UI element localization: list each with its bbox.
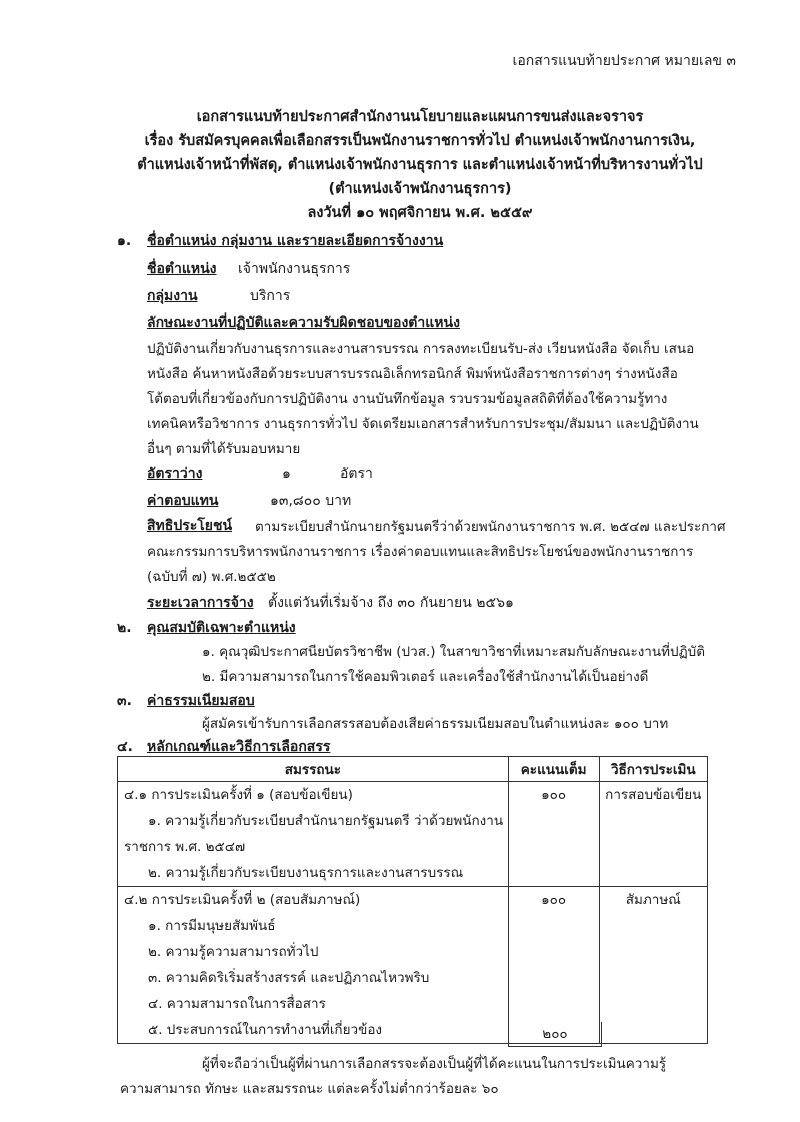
group-2-score: ๑๐๐	[541, 892, 567, 908]
group-1-score: ๑๐๐	[541, 787, 567, 803]
section-2-heading: คุณสมบัติเฉพาะตำแหน่ง	[147, 620, 296, 636]
section-3-number: ๓.	[117, 693, 132, 709]
group-1-score-cell	[508, 782, 599, 887]
group-2-method-cell	[599, 887, 707, 1044]
section-4-heading: หลักเกณฑ์และวิธีการเลือกสรร	[147, 739, 331, 755]
section-1-number: ๑.	[117, 233, 132, 249]
group-2-item: ๑. การมีมนุษยสัมพันธ์	[148, 918, 276, 934]
duties-line: เทคนิคหรือวิชาการ งานธุรการทั่วไป จัดเตรียมเอกสารสำหรับการประชุม/สัมมนา และปฏิบัติงาน	[147, 416, 699, 432]
duties-line: หนังสือ ค้นหาหนังสือด้วยระบบสารบรรณอิเล็กทรอนิกส์ พิมพ์หนังสือราชการต่างๆ ร่างหนังสือ	[147, 366, 678, 382]
table-row	[118, 782, 708, 887]
title-line-3: ตำแหน่งเจ้าหน้าที่พัสดุ, ตำแหน่งเจ้าพนักงานธุรการ และตำแหน่งเจ้าหน้าที่บริหารงานทั่วไป	[137, 157, 703, 173]
rate-label: อัตราว่าง	[147, 466, 203, 482]
rate-number: ๑	[282, 466, 291, 482]
pay-value: ๑๓,๘๐๐ บาท	[270, 493, 352, 509]
group-value: บริการ	[250, 288, 291, 304]
table-header-row	[118, 757, 708, 782]
group-label: กลุ่มงาน	[147, 288, 198, 304]
group-1-title: ๔.๑ การประเมินครั้งที่ ๑ (สอบข้อเขียน)	[124, 787, 353, 803]
duties-line: ปฏิบัติงานเกี่ยวกับงานธุรการและงานสารบรรณ การลงทะเบียนรับ-ส่ง เวียนหนังสือ จัดเก็บ เสนอ	[147, 341, 695, 357]
duties-heading: ลักษณะงานที่ปฏิบัติและความรับผิดชอบของตำแหน่ง	[147, 315, 460, 331]
section-2-number: ๒.	[117, 620, 132, 636]
section-1-heading: ชื่อตำแหน่ง กลุ่มงาน และรายละเอียดการจ้างงาน	[147, 233, 444, 249]
header-competency: สมรรถนะ	[118, 757, 509, 782]
table-row	[118, 887, 708, 1044]
header-full-score: คะแนนเต็ม	[508, 757, 599, 782]
group-1-method-cell	[599, 782, 707, 887]
benefit-line: ตามระเบียบสำนักนายกรัฐมนตรีว่าด้วยพนักงานราชการ พ.ศ. ๒๕๔๗ และประกาศ	[255, 519, 726, 535]
group-2-competency-cell	[118, 887, 509, 1044]
section-3-heading: ค่าธรรมเนียมสอบ	[147, 693, 255, 709]
benefit-line: คณะกรรมการบริหารพนักงานราชการ เรื่องค่าตอบแทนและสิทธิประโยชน์ของพนักงานราชการ	[147, 544, 694, 560]
benefit-label: สิทธิประโยชน์	[147, 518, 233, 534]
group-1-competency-cell	[118, 782, 509, 887]
qualification-item: ๒. มีความสามารถในการใช้คอมพิวเตอร์ และเครื่องใช้สำนักงานได้เป็นอย่างดี	[202, 669, 649, 685]
header-method: วิธีการประเมิน	[599, 757, 707, 782]
group-2-title: ๔.๒ การประเมินครั้งที่ ๒ (สอบสัมภาษณ์)	[124, 892, 361, 908]
group-2-item: ๕. ประสบการณ์ในการทำงานที่เกี่ยวข้อง	[148, 1022, 383, 1038]
group-2-item: ๓. ความคิดริเริ่มสร้างสรรค์ และปฏิภาณไหวพริบ	[148, 970, 430, 986]
qualification-item: ๑. คุณวุฒิประกาศนียบัตรวิชาชีพ (ปวส.) ในสาขาวิชาที่เหมาะสมกับลักษณะงานที่ปฏิบัติ	[202, 644, 705, 660]
group-1-item: ๑. ความรู้เกี่ยวกับระเบียบสำนักนายกรัฐมนตรี ว่าด้วยพนักงาน	[148, 813, 504, 829]
group-2-item: ๒. ความรู้ความสามารถทั่วไป	[148, 944, 319, 960]
duties-line: อื่นๆ ตามที่ได้รับมอบหมาย	[147, 441, 301, 457]
document-reference: เอกสารแนบท้ายประกาศ หมายเลข ๓	[512, 53, 736, 69]
footer-line: ความสามารถ ทักษะ และสมรรถนะ แต่ละครั้งไม่ต่ำกว่าร้อยละ ๖๐	[120, 1081, 499, 1097]
title-date: ลงวันที่ ๑๐ พฤศจิกายน พ.ศ. ๒๕๕๙	[307, 205, 533, 221]
group-1-item: ๒. ความรู้เกี่ยวกับระเบียบงานธุรการและงานสารบรรณ	[148, 865, 464, 881]
group-1-item: ราชการ พ.ศ. ๒๕๔๗	[124, 839, 246, 855]
section-4-number: ๔.	[117, 739, 133, 755]
title-line-1: เอกสารแนบท้ายประกาศสำนักงานนโยบายและแผนการขนส่งและจราจร	[196, 109, 644, 125]
group-2-method: สัมภาษณ์	[625, 892, 681, 908]
footer-line: ผู้ที่จะถือว่าเป็นผู้ที่ผ่านการเลือกสรรจะต้องเป็นผู้ที่ได้คะแนนในการประเมินความรู้	[202, 1056, 667, 1072]
benefit-line: (ฉบับที่ ๗) พ.ศ.๒๕๕๒	[147, 569, 276, 585]
title-line-4: (ตำแหน่งเจ้าพนักงานธุรการ)	[328, 181, 512, 197]
group-1-method: การสอบข้อเขียน	[605, 787, 702, 803]
group-2-item: ๔. ความสามารถในการสื่อสาร	[148, 996, 326, 1012]
title-line-2: เรื่อง รับสมัครบุคคลเพื่อเลือกสรรเป็นพนักงานราชการทั่วไป ตำแหน่งเจ้าพนักงานการเงิน,	[144, 133, 696, 149]
total-score: ๒๐๐	[508, 1022, 602, 1047]
period-label: ระยะเวลาการจ้าง	[147, 595, 254, 611]
position-label: ชื่อตำแหน่ง	[147, 261, 217, 277]
fee-text: ผู้สมัครเข้ารับการเลือกสรรสอบต้องเสียค่าธรรมเนียมสอบในตำแหน่งละ ๑๐๐ บาท	[202, 716, 669, 732]
rate-unit: อัตรา	[340, 466, 373, 482]
position-value: เจ้าพนักงานธุรการ	[238, 261, 351, 277]
period-value: ตั้งแต่วันที่เริ่มจ้าง ถึง ๓๐ กันยายน ๒๕๖๑	[268, 595, 514, 611]
pay-label: ค่าตอบแทน	[147, 493, 219, 509]
group-2-score-cell	[508, 887, 599, 1044]
criteria-table	[117, 756, 708, 1044]
duties-line: โต้ตอบที่เกี่ยวข้องกับการปฏิบัติงาน งานบันทึกข้อมูล รวบรวมข้อมูลสถิติที่ต้องใช้ความรู้ทาง	[147, 391, 668, 407]
